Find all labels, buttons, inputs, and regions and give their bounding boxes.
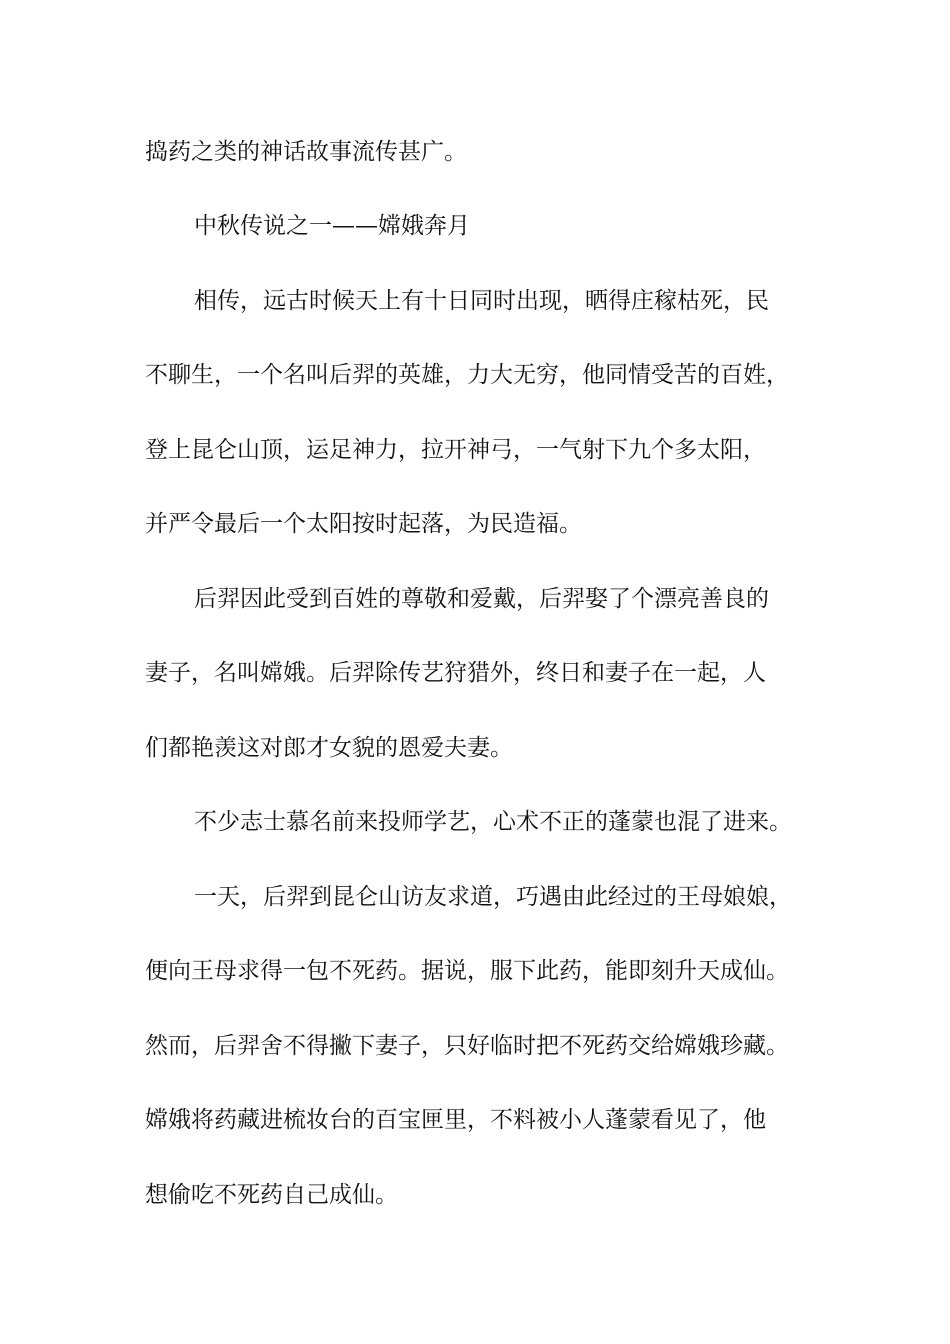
text-line-12: 便向王母求得一包不死药。据说，服下此药，能即刻升天成仙。 bbox=[145, 958, 789, 984]
text-line-3: 相传，远古时候天上有十日同时出现，晒得庄稼枯死，民 bbox=[194, 288, 769, 314]
text-line-5: 登上昆仑山顶，运足神力，拉开神弓，一气射下九个多太阳， bbox=[145, 437, 766, 463]
text-line-14: 嫦娥将药藏进梳妆台的百宝匣里，不料被小人蓬蒙看见了，他 bbox=[145, 1107, 766, 1133]
text-line-1: 捣药之类的神话故事流传甚广。 bbox=[145, 139, 467, 165]
text-line-15: 想偷吃不死药自己成仙。 bbox=[145, 1182, 398, 1208]
text-line-11: 一天，后羿到昆仑山访友求道，巧遇由此经过的王母娘娘， bbox=[194, 884, 792, 910]
text-line-9: 们都艳羡这对郎才女貌的恩爱夫妻。 bbox=[145, 735, 513, 761]
text-line-13: 然而，后羿舍不得撇下妻子，只好临时把不死药交给嫦娥珍藏。 bbox=[145, 1033, 789, 1059]
text-line-7: 后羿因此受到百姓的尊敬和爱戴，后羿娶了个漂亮善良的 bbox=[194, 586, 769, 612]
text-line-10: 不少志士慕名前来投师学艺，心术不正的蓬蒙也混了进来。 bbox=[194, 809, 792, 835]
text-line-6: 并严令最后一个太阳按时起落，为民造福。 bbox=[145, 511, 582, 537]
text-line-8: 妻子，名叫嫦娥。后羿除传艺狩猎外，终日和妻子在一起，人 bbox=[145, 660, 766, 686]
section-heading: 中秋传说之一——嫦娥奔月 bbox=[194, 213, 470, 239]
text-line-4: 不聊生，一个名叫后羿的英雄，力大无穷，他同情受苦的百姓， bbox=[145, 362, 789, 388]
